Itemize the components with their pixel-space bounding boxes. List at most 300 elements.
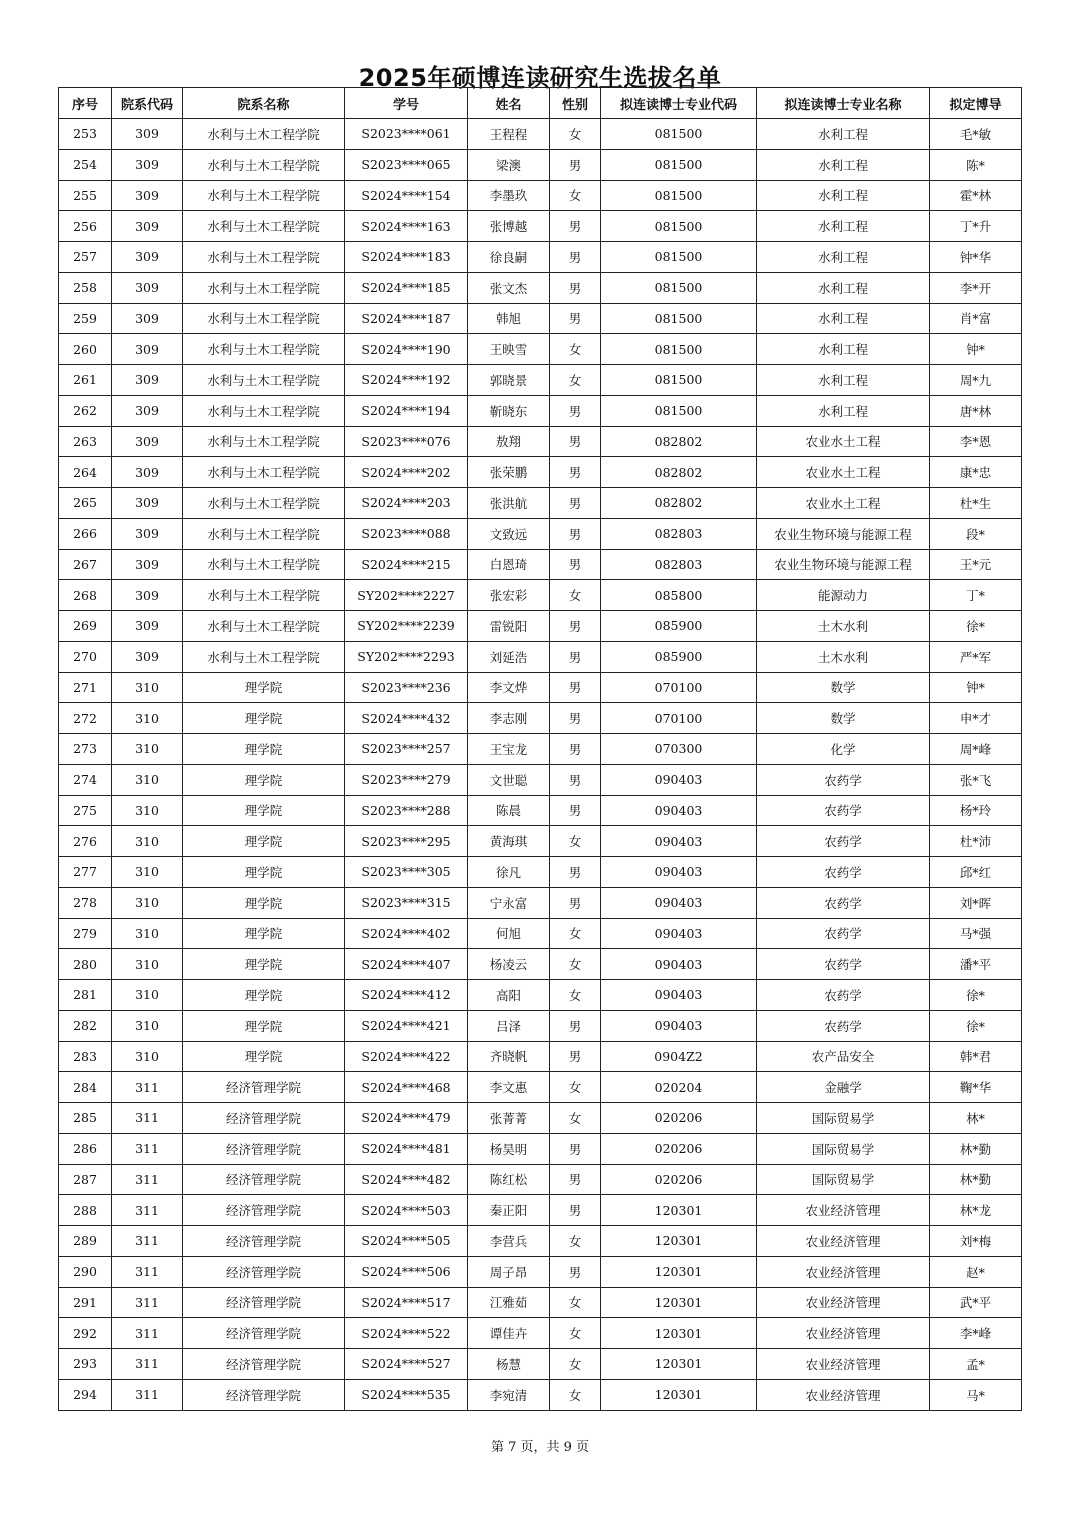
cell-index: 266 — [59, 518, 112, 549]
cell-gender: 男 — [550, 1010, 601, 1041]
cell-name: 白恩琦 — [468, 549, 550, 580]
cell-gender: 男 — [550, 303, 601, 334]
cell-gender: 男 — [550, 488, 601, 519]
table-row — [59, 303, 1022, 334]
cell-major-code: 081500 — [601, 119, 757, 150]
cell-dept-name: 理学院 — [183, 1041, 345, 1072]
table-row — [59, 242, 1022, 273]
cell-dept-name: 水利与土木工程学院 — [183, 242, 345, 273]
col-header-supervisor: 拟定博导 — [930, 88, 1022, 119]
cell-index: 263 — [59, 426, 112, 457]
cell-student-id: S2023****065 — [345, 149, 468, 180]
cell-dept-code: 309 — [112, 211, 183, 242]
cell-student-id: S2024****202 — [345, 457, 468, 488]
cell-major-code: 070300 — [601, 734, 757, 765]
cell-major-name: 水利工程 — [757, 334, 930, 365]
cell-student-id: S2024****203 — [345, 488, 468, 519]
cell-dept-code: 311 — [112, 1195, 183, 1226]
cell-gender: 女 — [550, 365, 601, 396]
cell-gender: 男 — [550, 1164, 601, 1195]
cell-gender: 男 — [550, 549, 601, 580]
cell-supervisor: 林*勤 — [930, 1164, 1022, 1195]
cell-supervisor: 康*忠 — [930, 457, 1022, 488]
cell-dept-name: 经济管理学院 — [183, 1226, 345, 1257]
cell-index: 262 — [59, 395, 112, 426]
cell-supervisor: 霍*林 — [930, 180, 1022, 211]
cell-name: 张菁菁 — [468, 1103, 550, 1134]
cell-dept-code: 309 — [112, 518, 183, 549]
table-row — [59, 703, 1022, 734]
cell-major-code: 090403 — [601, 918, 757, 949]
cell-dept-code: 310 — [112, 949, 183, 980]
cell-supervisor: 林*龙 — [930, 1195, 1022, 1226]
cell-dept-name: 经济管理学院 — [183, 1379, 345, 1410]
cell-name: 江雅茹 — [468, 1287, 550, 1318]
table-row — [59, 1287, 1022, 1318]
col-header-index: 序号 — [59, 88, 112, 119]
cell-index: 287 — [59, 1164, 112, 1195]
cell-gender: 女 — [550, 1349, 601, 1380]
cell-major-name: 水利工程 — [757, 395, 930, 426]
cell-major-code: 020206 — [601, 1103, 757, 1134]
cell-dept-code: 311 — [112, 1103, 183, 1134]
cell-gender: 男 — [550, 734, 601, 765]
cell-name: 郭晓景 — [468, 365, 550, 396]
cell-gender: 女 — [550, 918, 601, 949]
cell-index: 279 — [59, 918, 112, 949]
cell-major-code: 081500 — [601, 242, 757, 273]
cell-name: 吕泽 — [468, 1010, 550, 1041]
cell-gender: 女 — [550, 949, 601, 980]
cell-supervisor: 潘*平 — [930, 949, 1022, 980]
cell-supervisor: 李*峰 — [930, 1318, 1022, 1349]
cell-dept-name: 水利与土木工程学院 — [183, 488, 345, 519]
cell-index: 291 — [59, 1287, 112, 1318]
cell-major-code: 081500 — [601, 149, 757, 180]
cell-student-id: S2024****215 — [345, 549, 468, 580]
cell-major-code: 081500 — [601, 180, 757, 211]
cell-index: 275 — [59, 795, 112, 826]
cell-dept-code: 311 — [112, 1256, 183, 1287]
cell-dept-name: 水利与土木工程学院 — [183, 395, 345, 426]
cell-dept-name: 理学院 — [183, 764, 345, 795]
cell-major-name: 金融学 — [757, 1072, 930, 1103]
cell-index: 292 — [59, 1318, 112, 1349]
cell-dept-code: 311 — [112, 1226, 183, 1257]
cell-major-code: 085800 — [601, 580, 757, 611]
cell-name: 刘延浩 — [468, 641, 550, 672]
cell-major-name: 水利工程 — [757, 303, 930, 334]
cell-index: 264 — [59, 457, 112, 488]
cell-index: 286 — [59, 1133, 112, 1164]
cell-name: 李文惠 — [468, 1072, 550, 1103]
cell-index: 276 — [59, 826, 112, 857]
cell-gender: 女 — [550, 1379, 601, 1410]
table-row — [59, 918, 1022, 949]
cell-gender: 男 — [550, 857, 601, 888]
cell-student-id: S2023****288 — [345, 795, 468, 826]
cell-major-name: 农药学 — [757, 764, 930, 795]
cell-dept-name: 水利与土木工程学院 — [183, 426, 345, 457]
cell-index: 270 — [59, 641, 112, 672]
table-row — [59, 1349, 1022, 1380]
cell-index: 265 — [59, 488, 112, 519]
table-row — [59, 1041, 1022, 1072]
table-row — [59, 426, 1022, 457]
cell-major-code: 120301 — [601, 1195, 757, 1226]
cell-index: 256 — [59, 211, 112, 242]
cell-name: 周子昂 — [468, 1256, 550, 1287]
cell-supervisor: 武*平 — [930, 1287, 1022, 1318]
cell-index: 273 — [59, 734, 112, 765]
cell-name: 徐凡 — [468, 857, 550, 888]
cell-major-name: 农药学 — [757, 980, 930, 1011]
cell-student-id: S2024****183 — [345, 242, 468, 273]
cell-dept-name: 水利与土木工程学院 — [183, 611, 345, 642]
cell-supervisor: 周*峰 — [930, 734, 1022, 765]
cell-supervisor: 张*飞 — [930, 764, 1022, 795]
cell-dept-code: 310 — [112, 980, 183, 1011]
cell-major-code: 081500 — [601, 395, 757, 426]
cell-dept-code: 311 — [112, 1318, 183, 1349]
cell-gender: 男 — [550, 672, 601, 703]
cell-gender: 女 — [550, 1072, 601, 1103]
cell-dept-name: 水利与土木工程学院 — [183, 457, 345, 488]
cell-supervisor: 钟* — [930, 334, 1022, 365]
cell-index: 260 — [59, 334, 112, 365]
cell-student-id: S2024****535 — [345, 1379, 468, 1410]
cell-major-name: 化学 — [757, 734, 930, 765]
cell-dept-code: 311 — [112, 1379, 183, 1410]
cell-major-code: 120301 — [601, 1287, 757, 1318]
cell-supervisor: 徐* — [930, 1010, 1022, 1041]
cell-dept-name: 经济管理学院 — [183, 1287, 345, 1318]
cell-index: 290 — [59, 1256, 112, 1287]
cell-student-id: S2024****522 — [345, 1318, 468, 1349]
cell-index: 294 — [59, 1379, 112, 1410]
cell-major-name: 农药学 — [757, 826, 930, 857]
cell-supervisor: 周*九 — [930, 365, 1022, 396]
cell-index: 254 — [59, 149, 112, 180]
cell-major-name: 水利工程 — [757, 119, 930, 150]
cell-dept-code: 310 — [112, 1041, 183, 1072]
cell-index: 284 — [59, 1072, 112, 1103]
cell-name: 敖翔 — [468, 426, 550, 457]
cell-major-name: 数学 — [757, 672, 930, 703]
col-header-gender: 性别 — [550, 88, 601, 119]
cell-index: 277 — [59, 857, 112, 888]
cell-supervisor: 肖*富 — [930, 303, 1022, 334]
cell-gender: 男 — [550, 703, 601, 734]
cell-gender: 女 — [550, 334, 601, 365]
cell-supervisor: 严*军 — [930, 641, 1022, 672]
cell-dept-name: 经济管理学院 — [183, 1349, 345, 1380]
cell-gender: 男 — [550, 1195, 601, 1226]
table-row — [59, 119, 1022, 150]
cell-dept-code: 310 — [112, 857, 183, 888]
cell-major-name: 水利工程 — [757, 211, 930, 242]
table-row — [59, 580, 1022, 611]
cell-index: 261 — [59, 365, 112, 396]
table-row — [59, 887, 1022, 918]
cell-student-id: S2023****076 — [345, 426, 468, 457]
cell-dept-name: 理学院 — [183, 1010, 345, 1041]
cell-supervisor: 段* — [930, 518, 1022, 549]
cell-major-code: 020206 — [601, 1133, 757, 1164]
cell-dept-code: 310 — [112, 1010, 183, 1041]
cell-major-code: 120301 — [601, 1318, 757, 1349]
cell-student-id: S2023****279 — [345, 764, 468, 795]
cell-major-code: 090403 — [601, 949, 757, 980]
cell-major-code: 070100 — [601, 672, 757, 703]
cell-dept-name: 理学院 — [183, 826, 345, 857]
cell-major-code: 085900 — [601, 641, 757, 672]
cell-name: 张洪航 — [468, 488, 550, 519]
cell-index: 259 — [59, 303, 112, 334]
cell-major-code: 081500 — [601, 272, 757, 303]
cell-dept-name: 经济管理学院 — [183, 1164, 345, 1195]
table-row — [59, 272, 1022, 303]
cell-dept-code: 310 — [112, 795, 183, 826]
cell-major-name: 国际贸易学 — [757, 1133, 930, 1164]
page-footer: 第 7 页，共 9 页 — [490, 1440, 590, 1455]
cell-index: 278 — [59, 887, 112, 918]
cell-major-name: 农药学 — [757, 918, 930, 949]
cell-student-id: S2024****482 — [345, 1164, 468, 1195]
cell-supervisor: 徐* — [930, 980, 1022, 1011]
cell-dept-code: 311 — [112, 1349, 183, 1380]
cell-gender: 男 — [550, 149, 601, 180]
cell-index: 289 — [59, 1226, 112, 1257]
cell-dept-name: 经济管理学院 — [183, 1195, 345, 1226]
cell-dept-code: 309 — [112, 334, 183, 365]
cell-student-id: S2023****088 — [345, 518, 468, 549]
cell-name: 陈红松 — [468, 1164, 550, 1195]
table-body — [59, 119, 1022, 1411]
cell-index: 258 — [59, 272, 112, 303]
cell-major-name: 农业水土工程 — [757, 426, 930, 457]
cell-gender: 女 — [550, 980, 601, 1011]
cell-supervisor: 丁*升 — [930, 211, 1022, 242]
cell-supervisor: 林* — [930, 1103, 1022, 1134]
cell-gender: 女 — [550, 1287, 601, 1318]
cell-name: 杨凌云 — [468, 949, 550, 980]
cell-dept-name: 水利与土木工程学院 — [183, 518, 345, 549]
cell-dept-code: 310 — [112, 826, 183, 857]
table-row — [59, 1010, 1022, 1041]
cell-dept-code: 309 — [112, 303, 183, 334]
cell-major-code: 082802 — [601, 457, 757, 488]
table-row — [59, 1379, 1022, 1410]
cell-dept-code: 311 — [112, 1287, 183, 1318]
table-row — [59, 180, 1022, 211]
cell-index: 269 — [59, 611, 112, 642]
table-row — [59, 980, 1022, 1011]
cell-major-code: 120301 — [601, 1379, 757, 1410]
cell-major-name: 农业经济管理 — [757, 1287, 930, 1318]
cell-gender: 男 — [550, 518, 601, 549]
cell-student-id: S2024****192 — [345, 365, 468, 396]
cell-major-code: 081500 — [601, 303, 757, 334]
cell-major-code: 020204 — [601, 1072, 757, 1103]
cell-dept-code: 309 — [112, 641, 183, 672]
cell-dept-name: 水利与土木工程学院 — [183, 211, 345, 242]
cell-major-name: 农业经济管理 — [757, 1195, 930, 1226]
col-header-dept-name: 院系名称 — [183, 88, 345, 119]
cell-dept-name: 水利与土木工程学院 — [183, 580, 345, 611]
cell-dept-name: 水利与土木工程学院 — [183, 641, 345, 672]
cell-name: 梁澳 — [468, 149, 550, 180]
table-row — [59, 641, 1022, 672]
cell-supervisor: 马* — [930, 1379, 1022, 1410]
table-row — [59, 826, 1022, 857]
cell-dept-name: 水利与土木工程学院 — [183, 149, 345, 180]
cell-supervisor: 唐*林 — [930, 395, 1022, 426]
table-row — [59, 488, 1022, 519]
cell-gender: 男 — [550, 641, 601, 672]
table-row — [59, 1226, 1022, 1257]
cell-name: 文致远 — [468, 518, 550, 549]
cell-name: 韩旭 — [468, 303, 550, 334]
cell-supervisor: 陈* — [930, 149, 1022, 180]
cell-gender: 男 — [550, 211, 601, 242]
cell-index: 282 — [59, 1010, 112, 1041]
cell-major-name: 农药学 — [757, 795, 930, 826]
cell-supervisor: 邱*红 — [930, 857, 1022, 888]
cell-dept-name: 理学院 — [183, 949, 345, 980]
cell-supervisor: 刘*梅 — [930, 1226, 1022, 1257]
table-row — [59, 549, 1022, 580]
table-row — [59, 611, 1022, 642]
cell-name: 张宏彩 — [468, 580, 550, 611]
cell-gender: 男 — [550, 887, 601, 918]
cell-dept-code: 309 — [112, 365, 183, 396]
cell-student-id: S2023****257 — [345, 734, 468, 765]
cell-major-code: 082803 — [601, 518, 757, 549]
table-row — [59, 395, 1022, 426]
cell-major-code: 120301 — [601, 1226, 757, 1257]
cell-major-name: 农药学 — [757, 1010, 930, 1041]
cell-student-id: S2024****432 — [345, 703, 468, 734]
cell-dept-code: 311 — [112, 1072, 183, 1103]
cell-gender: 男 — [550, 1256, 601, 1287]
table-row — [59, 334, 1022, 365]
table-row — [59, 857, 1022, 888]
cell-major-code: 090403 — [601, 764, 757, 795]
cell-gender: 男 — [550, 457, 601, 488]
cell-major-code: 020206 — [601, 1164, 757, 1195]
cell-dept-name: 理学院 — [183, 980, 345, 1011]
cell-index: 253 — [59, 119, 112, 150]
cell-index: 293 — [59, 1349, 112, 1380]
cell-index: 257 — [59, 242, 112, 273]
cell-dept-code: 309 — [112, 488, 183, 519]
col-header-name: 姓名 — [468, 88, 550, 119]
cell-student-id: S2024****505 — [345, 1226, 468, 1257]
cell-major-name: 农业经济管理 — [757, 1349, 930, 1380]
cell-supervisor: 王*元 — [930, 549, 1022, 580]
cell-dept-name: 水利与土木工程学院 — [183, 365, 345, 396]
cell-major-code: 081500 — [601, 334, 757, 365]
cell-dept-name: 水利与土木工程学院 — [183, 180, 345, 211]
cell-index: 288 — [59, 1195, 112, 1226]
cell-student-id: S2024****407 — [345, 949, 468, 980]
cell-student-id: S2023****315 — [345, 887, 468, 918]
cell-dept-name: 理学院 — [183, 734, 345, 765]
table-row — [59, 457, 1022, 488]
cell-student-id: S2024****412 — [345, 980, 468, 1011]
cell-dept-code: 309 — [112, 457, 183, 488]
cell-index: 271 — [59, 672, 112, 703]
cell-name: 秦正阳 — [468, 1195, 550, 1226]
cell-name: 徐良嗣 — [468, 242, 550, 273]
cell-dept-name: 理学院 — [183, 703, 345, 734]
table-row — [59, 949, 1022, 980]
cell-major-code: 120301 — [601, 1256, 757, 1287]
cell-student-id: S2023****236 — [345, 672, 468, 703]
cell-name: 李墨玖 — [468, 180, 550, 211]
cell-dept-name: 经济管理学院 — [183, 1318, 345, 1349]
cell-dept-name: 经济管理学院 — [183, 1103, 345, 1134]
cell-gender: 男 — [550, 1041, 601, 1072]
cell-major-name: 水利工程 — [757, 180, 930, 211]
cell-student-id: S2023****061 — [345, 119, 468, 150]
cell-gender: 女 — [550, 826, 601, 857]
cell-student-id: S2023****295 — [345, 826, 468, 857]
cell-student-id: S2024****422 — [345, 1041, 468, 1072]
cell-index: 285 — [59, 1103, 112, 1134]
cell-dept-code: 309 — [112, 272, 183, 303]
cell-dept-name: 水利与土木工程学院 — [183, 549, 345, 580]
cell-index: 268 — [59, 580, 112, 611]
cell-name: 张博越 — [468, 211, 550, 242]
table-row — [59, 1164, 1022, 1195]
table-row — [59, 518, 1022, 549]
cell-student-id: S2024****421 — [345, 1010, 468, 1041]
cell-dept-name: 理学院 — [183, 857, 345, 888]
cell-major-name: 农药学 — [757, 857, 930, 888]
cell-gender: 男 — [550, 764, 601, 795]
cell-name: 杨慧 — [468, 1349, 550, 1380]
cell-gender: 男 — [550, 795, 601, 826]
cell-index: 281 — [59, 980, 112, 1011]
cell-dept-name: 经济管理学院 — [183, 1072, 345, 1103]
cell-dept-name: 水利与土木工程学院 — [183, 334, 345, 365]
cell-dept-name: 水利与土木工程学院 — [183, 303, 345, 334]
cell-dept-code: 309 — [112, 580, 183, 611]
cell-student-id: S2024****187 — [345, 303, 468, 334]
cell-dept-name: 理学院 — [183, 672, 345, 703]
cell-major-name: 农业经济管理 — [757, 1256, 930, 1287]
cell-supervisor: 刘*晖 — [930, 887, 1022, 918]
cell-dept-code: 309 — [112, 549, 183, 580]
table-row — [59, 764, 1022, 795]
cell-supervisor: 孟* — [930, 1349, 1022, 1380]
cell-major-name: 能源动力 — [757, 580, 930, 611]
cell-supervisor: 杨*玲 — [930, 795, 1022, 826]
cell-major-code: 085900 — [601, 611, 757, 642]
cell-student-id: SY202****2227 — [345, 580, 468, 611]
cell-dept-code: 309 — [112, 180, 183, 211]
cell-gender: 男 — [550, 272, 601, 303]
cell-major-code: 090403 — [601, 887, 757, 918]
cell-name: 王宝龙 — [468, 734, 550, 765]
cell-major-code: 090403 — [601, 826, 757, 857]
cell-major-name: 农业经济管理 — [757, 1318, 930, 1349]
table-row — [59, 795, 1022, 826]
cell-dept-code: 310 — [112, 887, 183, 918]
cell-student-id: S2024****527 — [345, 1349, 468, 1380]
